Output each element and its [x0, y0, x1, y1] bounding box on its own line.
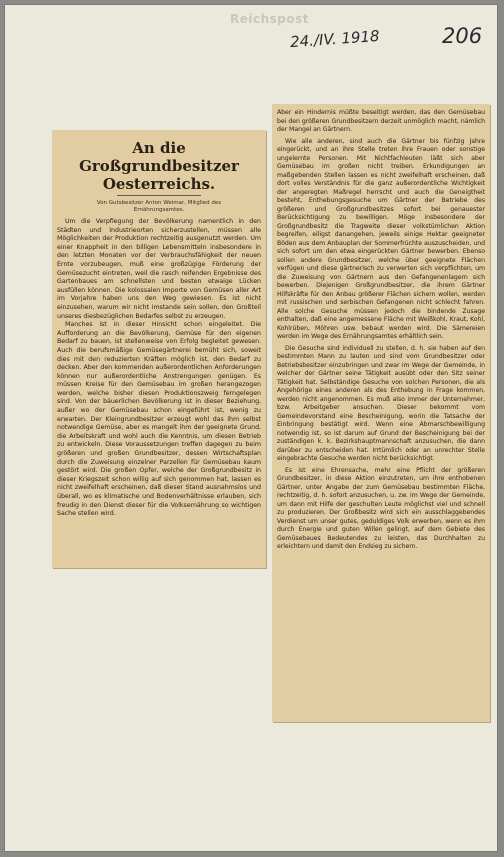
newspaper-clipping-left — [52, 130, 266, 568]
headline-rule — [117, 195, 201, 196]
article-headline — [57, 139, 261, 193]
article-paragraph: Es ist eine Ehrensache, mehr eine Pflicht der größeren Grundbesitzer, in diese Aktion einzutreten, um ihre enthobenen Gärtner, unter Angabe der zum Gemüsebau bestimmten Fläche, rechtzeitig, d. h. sofort anzusuchen, u. zw. im Wege der Gemeinde, um dann mit Hilfe der geschulten Leute möglichst viel und schnell zu produzieren. Der Großbesitz wird sich ein ausschlaggebendes Verdienst um unser gutes, geduldiges Volk erwerben, wenn es ihm durch Energie und guten Willen gelingt, auf dem Gebiete des Gemüsebaues Bedeutendes zu leisten, das Durchhalten zu erleichtern und damit den Endsieg zu sichern. — [277, 466, 485, 550]
headline-line-1: An die Großgrundbesitzer — [79, 139, 239, 175]
article-paragraph: Wie alle anderen, sind auch die Gärtner bis fünfzig Jahre eingerückt, und an ihre Stelle treten ihre Frauen oder sonstige ungelernte Personen. Mit Nichtfachleuten läßt sich aber Gemüsebau im großen nicht treiben. Erkundigungen an maßgebenden Stellen lassen es nicht zweifelhaft erscheinen, daß dort volles Verständnis für die ganz außerordentliche Wichtigkeit der angeregten Maßregel herrscht und auch die Geneigtheit besteht, Enthebungsgesuche um Gärtner der Betriebe des größeren und Großgrundbesitzes sofort bei genauester Berücksichtigung zu bewilligen. Möge insbesondere der Großgrundbesitz die Tragweite dieser volkstümlichen Aktion begreifen, eiligst danangehen, jeweils einige Hektar geeigneter Böden aus dem Anbauplan der Sommerfrüchte auszuscheiden, und sich sofort um den etwa eingerückten Gärtner bewerben. Ebenso sollen andere Grundbesitzer, welche über geeignete Flächen verfügen und diese gärtnerisch zu verwerten sich verpflichten, um die Zuweisung von Gärtnern aus den Gefangenenlagern sich bewerben. Diejenigen Großgrundbesitzer, die ihrem Gärtner Hilfskräfte für den Anbau größerer Flächen sichern wollen, werden mit russischen und serbischen Gefangenen nicht schlecht fahren. Alle solche Gesuche müssen jedoch die bindende Zusage enthalten, daß eine angemessene Fläche mit Weißkohl, Kraut, Kohl, Kohlrüben, Möhren usw. bebaut werden wird. Die Sämereien werden im Wege des Ernährungsamtes erhältlich sein. — [277, 137, 485, 340]
newspaper-clipping-right — [272, 104, 490, 722]
handwritten-date: 24./IV. 1918 — [289, 26, 381, 52]
handwritten-page-number: 206 — [442, 24, 483, 48]
article-paragraph: Manches ist in dieser Hinsicht schon eingeleitet. Die Aufforderung an die Bevölkerung, Gemüse für den eigenen Bedarf zu bauen, ist stellenweise von Erfolg begleitet gewesen. Auch die berufsmäßige Gemüsegärtnerei bemüht sich, soweit dies mit den reduzierten Kräften möglich ist, den Bedarf zu decken. Aber den kommenden außerordentlichen Anforderungen können nur außerordentliche Anstrengungen genügen. Es müssen Kreise für den Gemüsebau im großen herangezogen werden, welche bisher diesen Produktionszweig ferngelegen sind. Von der bäuerlichen Bevölkerung ist in dieser Beziehung, außer wo der Gemüsebau schon eingeführt ist, wenig zu erwarten. Der Kleingrundbesitzer erzeugt wohl das ihm selbst notwendige Gemüse, aber es mangelt ihm der geeignete Grund, die Arbeitskraft und wohl auch die Kenntnis, um diesen Betrieb zu entwickeln. Diese Voraussetzungen treffen dagegen zu beim größeren und großen Grundbesitzer, dessen Wirtschaftsplan durch die Zuweisung einzelner Parzellen für Gemüsebau kaum gestört wird. Die großen Opfer, welche der Großgrundbesitz in dieser Kriegszeit schon willig auf sich genommen hat, lassen es nicht zweifelhaft erscheinen, daß dieser Stand ausnahmslos und überall, wo es klimatische und Bodenverhältnisse erlauben, sich freudig in den Dienst dieser für die Volksernährung so wichtigen Sache stellen wird. — [57, 321, 261, 518]
article-paragraph: Um die Verpflegung der Bevölkerung namentlich in den Städten und Industrieorten sicherzustellen, müssen alle Möglichkeiten der Produktion rechtzeitig ausgenutzt werden. Um einer Knappheit in den billigen Lebensmitteln insbesondere in den letzten Monaten vor der Verbrauchsfähigkeit der neuen Ernte vorzubeugen, muß eine großzügige Förderung der Gemüsezucht eintreten, weil die rasch reifenden Ergebnisse des Gartenbaues am schnellsten und besten etwaige Lücken ausfüllen können. Die kolossalen Importe von Gemüsen aller Art im Vorjahre haben uns den Weg gewiesen. Es ist nicht einzusehen, warum wir nicht imstande sein sollen, den Großteil unseres diesbezüglichen Bedarfes selbst zu erzeugen. — [57, 218, 261, 320]
article-paragraph: Die Gesuche sind individuell zu stellen, d. h. sie haben auf den bestimmten Mann zu lauten und sind vom Grundbesitzer oder Betriebsbesitzer einzubringen und zwar im Wege der Gemeinde, in welcher der Gärtner seine Tätigkeit ausübt oder den Sitz seiner Tätigkeit hat. Selbständige Gesuche von solchen Personen, die als Angehörige eines anderen als des Enthebung in Frage kommen, werden nicht angenommen. Es muß also immer der Unternehmer, bzw. Arbeitgeber ansuchen. Dieser bekommt vom Gemeindevorstand eine Bescheinigung, worin die Tatsache der Einbringung bestätigt wird. Wenn eine Abmarschbewilligung notwendig ist, so ist darum auf Grund der Bescheinigung bei der zuständigen k. k. Bezirkshauptmannschaft anzusuchen, die dann darüber zu entscheiden hat. Irrtümlich oder an unrechter Stelle eingebrachte Gesuche werden nicht berücksichtigt. — [277, 344, 485, 462]
headline-line-2: Oesterreichs. — [102, 175, 216, 193]
article-paragraph: Aber ein Hindernis müßte beseitigt werden, das den Gemüsebau bei den größeren Grundbesitzern derzeit unmöglich macht, nämlich der Mangel an Gärtnern. — [277, 109, 485, 133]
byline-line-2: Ernährungsamtes. — [133, 207, 185, 213]
byline-line-1: Von Gutsbesitzer Anton Weimar, Mitglied des — [96, 200, 222, 206]
article-byline — [57, 200, 261, 214]
scrapbook-page — [4, 4, 498, 852]
newspaper-stamp: Reichspost — [230, 12, 310, 26]
